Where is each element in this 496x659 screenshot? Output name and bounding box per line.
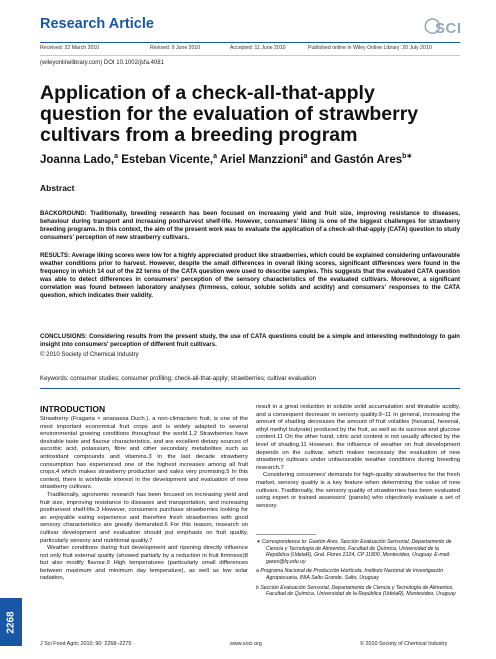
keywords: Keywords: consumer studies; consumer profiling; check-all-that-apply; strawberries; cultivar evaluation — [40, 375, 317, 382]
footnotes — [256, 534, 460, 601]
logo-mark-icon: ◯ — [424, 17, 441, 34]
paragraph: Traditionally, agronomic research has been focused on increasing yield and fruit size, improving resistance to diseases and transportation, and increasing postharvest shelf-life.3 However, consumers purchase strawberries looking for an enjoyable eating experience and therefore fresh strawberries with good sensory characteristics are greatly demanded.6 For this reason, research on cultivar development and evaluation should put emphasis on fruit quality, particularly sensory and nutritional quality.7 — [40, 491, 248, 544]
article-title: Application of a check-all-that-apply question for the evaluation of strawberry cultivars from a breeding program — [40, 82, 419, 146]
footnote-rule — [256, 534, 316, 535]
doi: (wileyonlinelibrary.com) DOI 10.1002/jsfa.4081 — [40, 60, 164, 66]
divider — [40, 55, 460, 56]
page-number: 2268 — [5, 611, 17, 634]
footnote: a Programa Nacional de Producción Hortícola, Instituto Nacional de Investigación Agropecuaria, INIA Salto Grande, Salto, Uruguay — [256, 568, 444, 581]
affiliation-mark: a — [303, 153, 308, 160]
paragraph: Considering consumers' demands for high-quality strawberries for the fresh market, sensory quality is a key feature when determining the value of new cultivars. Traditionally, the sensory quality of strawberries has been evaluated using expert or trained assessors' (panels) who objectively evaluate a set of sensory — [256, 472, 460, 509]
journal-citation: J Sci Food Agric 2010; 90: 2268–2275 — [40, 641, 132, 647]
author: Esteban Vicente, — [118, 153, 214, 166]
keywords-rule — [40, 388, 460, 389]
author: Ariel Manzzioni — [216, 153, 304, 166]
abstract-background: BACKGROUND: Traditionally, breeding research has been focused on increasing yield and fruit size, improving resistance to diseases, behaviour during transport and increasing postharvest shelf-life. However, consumers' liking is one of the biggest challenges for strawberry breeding programs. In this context, the aim of the present work was to evaluate the application of a check-all-that-apply (CATA) question to study consumers' perception of new strawberry cultivars. — [40, 210, 460, 241]
accepted-date: Accepted: 11 June 2010 — [230, 45, 286, 51]
paragraph: Weather conditions during fruit development and ripening directly influence not only fruit external quality (showed partially by a reduction in fruit firmness)8 but also modify flavour.9 High temperatures (particularly small differences between maximum and minimum day temperature), as well as low solar radiation, — [40, 545, 248, 582]
author: and Gastón Ares — [307, 153, 403, 166]
footnote: b Sección Evaluación Sensorial, Departamento de Ciencia y Tecnología de Alimentos, Facultad de Química, Universidad de la República (UdelaR), Montevideo, Uruguay — [256, 584, 456, 598]
abstract-heading: Abstract — [40, 183, 75, 193]
footnote: ∗ Correspondence to: Gastón Ares, Sección Evaluación Sensorial, Departamento de Ciencia y Tecnología de Alimentos, Facultad de Química, Universidad de la República (UdelaR), Gral. Flores 2124, CP 11800, Montevideo, Uruguay. E-mail: gares@fq.edu.uy — [256, 539, 452, 565]
footer-copyright: © 2010 Society of Chemical Industry — [360, 641, 448, 647]
intro-column-1 — [40, 416, 248, 583]
page-number-tab — [0, 598, 22, 646]
received-date: Received: 22 March 2010 — [40, 45, 100, 51]
published-date: Published online in Wiley Online Library: 20 July 2010 — [308, 45, 432, 51]
abstract-results: RESULTS: Average liking scores were low for a highly appreciated product like strawberries, which could be explained considering unfavourable weather conditions prior to harvest. However, despite the small differences in overall liking scores, significant differences were found in the frequency in which 14 out of the 22 terms of the CATA question were used to describe samples. This suggests that the evaluated CATA question was able to detect differences in consumers' perception of the sensory characteristics of the evaluated cultivars. Moreover, a significant correlation was found between laboratory analyses (firmness, colour, soluble solids and acidity) and consumers' responses to the CATA question, which indicates their validity. — [40, 252, 460, 299]
sci-logo — [424, 12, 470, 38]
author-list — [40, 152, 460, 166]
revised-date: Revised: 9 June 2010 — [150, 45, 201, 51]
intro-column-2 — [256, 404, 460, 510]
intro-heading: INTRODUCTION — [40, 404, 106, 414]
affiliation-mark: b∗ — [402, 153, 413, 160]
header-rule — [40, 42, 460, 43]
author: Joanna Lado, — [40, 153, 115, 166]
abstract-conclusions: CONCLUSIONS: Considering results from the present study, the use of CATA questions could be a simple and interesting methodology to gain insight into consumers' perception of different fruit cultivars. — [40, 333, 460, 348]
affiliation-mark: a — [213, 153, 217, 160]
abstract-copyright: © 2010 Society of Chemical Industry — [40, 351, 139, 358]
logo-text: SCI — [435, 20, 462, 37]
paragraph: Strawberry (Fragaria × ananassa Duch.), a non-climacteric fruit, is one of the most important economical fruit crops and is widely adapted to several environmental growing conditions throughout the world.1,2 Strawberries have desirable taste and flavour characteristics, and are excellent dietary sources of ascorbic acid, potassium, fibre and other secondary metabolites such as antioxidant compounds and vitamins.3 In the last decade strawberry consumption has experienced one of the highest increases among all fruit crops,4 which makes strawberry production and sales very promising.5 In this context, there is worldwide interest in the development and evaluation of new strawberry cultivars. — [40, 416, 248, 491]
society-url[interactable]: www.soci.org — [230, 641, 262, 647]
section-label: Research Article — [40, 16, 154, 32]
paragraph: result in a great reduction in soluble solid accumulation and titratable acidity, and a consequent decrease in sensory quality.9–11 In general, increasing the amount of shading decreases the amount of fruit volatiles (hexanal, hexenal, ethyl methyl butyrate) produced by the fruit, as well as its sucrose and glucose content.11 On the other hand, citric acid content is not usually affected by the level of shading.11 However, the influence of weather on fruit development depends on the cultivar, which makes necessary the evaluation of new strawberry cultivars under unfavourable weather conditions during breeding research.7 — [256, 404, 460, 471]
affiliation-mark: a — [114, 153, 119, 160]
